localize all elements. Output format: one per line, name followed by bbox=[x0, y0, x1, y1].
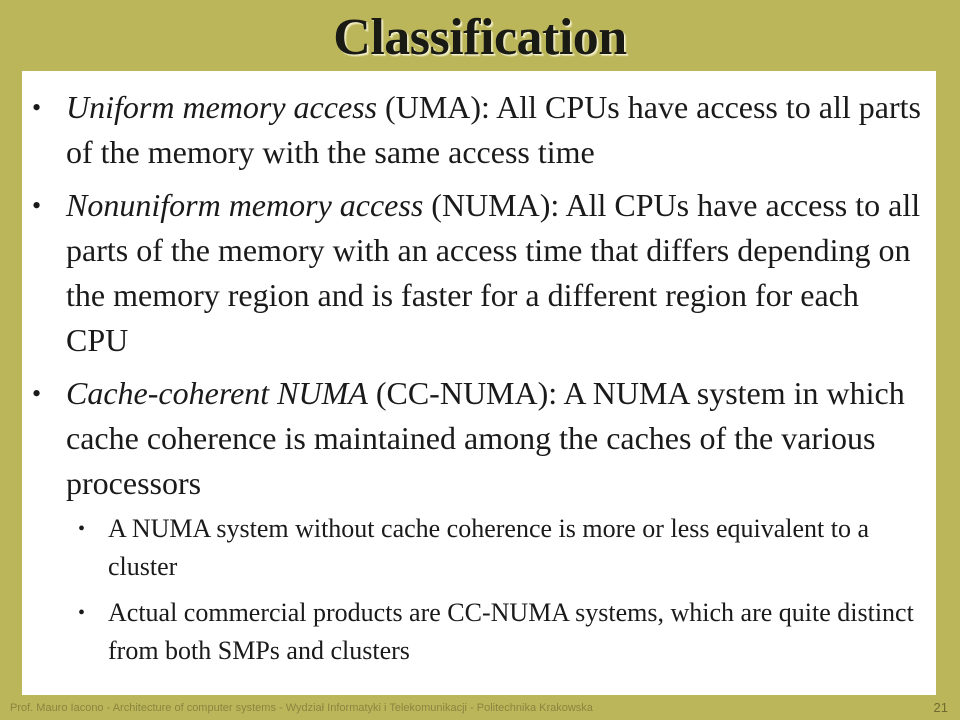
slide-number: 21 bbox=[933, 700, 948, 715]
bullet-term: Cache-coherent NUMA bbox=[66, 375, 368, 411]
sub-bullet-text: A NUMA system without cache coherence is more or less equivalent to a cluster bbox=[108, 514, 870, 581]
slide-title: Classification bbox=[333, 9, 627, 66]
bullet-dot-icon: • bbox=[32, 191, 42, 220]
bullet-uma bbox=[32, 85, 926, 175]
bullet-dot-icon: • bbox=[32, 93, 42, 122]
bullet-term: Nonuniform memory access bbox=[66, 187, 424, 223]
slide-footer: Prof. Mauro Iacono - Architecture of computer systems - Wydział Informatyki i Telekomunikacji - Politechnika Krakowska bbox=[10, 702, 593, 714]
bullet-text: (NUMA): All CPUs have access to all parts of the memory with an access time that differs depending on the memory region and is faster for a different region for each CPU bbox=[66, 187, 921, 358]
sub-bullet-item bbox=[66, 510, 926, 586]
bullet-list bbox=[32, 85, 926, 670]
bullet-text: (UMA): All CPUs have access to all parts of the memory with the same access time bbox=[66, 89, 921, 170]
bullet-dot-icon: • bbox=[32, 379, 42, 408]
bullet-dot-icon: • bbox=[78, 518, 86, 540]
sub-bullet-item bbox=[66, 594, 926, 670]
bullet-term: Uniform memory access bbox=[66, 89, 378, 125]
bullet-text: (CC-NUMA): A NUMA system in which cache coherence is maintained among the caches of the various processors bbox=[66, 375, 905, 501]
sub-bullet-text: Actual commercial products are CC-NUMA systems, which are quite distinct from both SMPs and clusters bbox=[108, 598, 914, 665]
sub-bullet-list bbox=[66, 510, 926, 670]
bullet-cc-numa bbox=[32, 371, 926, 670]
bullet-numa bbox=[32, 183, 926, 363]
content-area bbox=[22, 71, 936, 695]
bullet-dot-icon: • bbox=[78, 602, 86, 624]
